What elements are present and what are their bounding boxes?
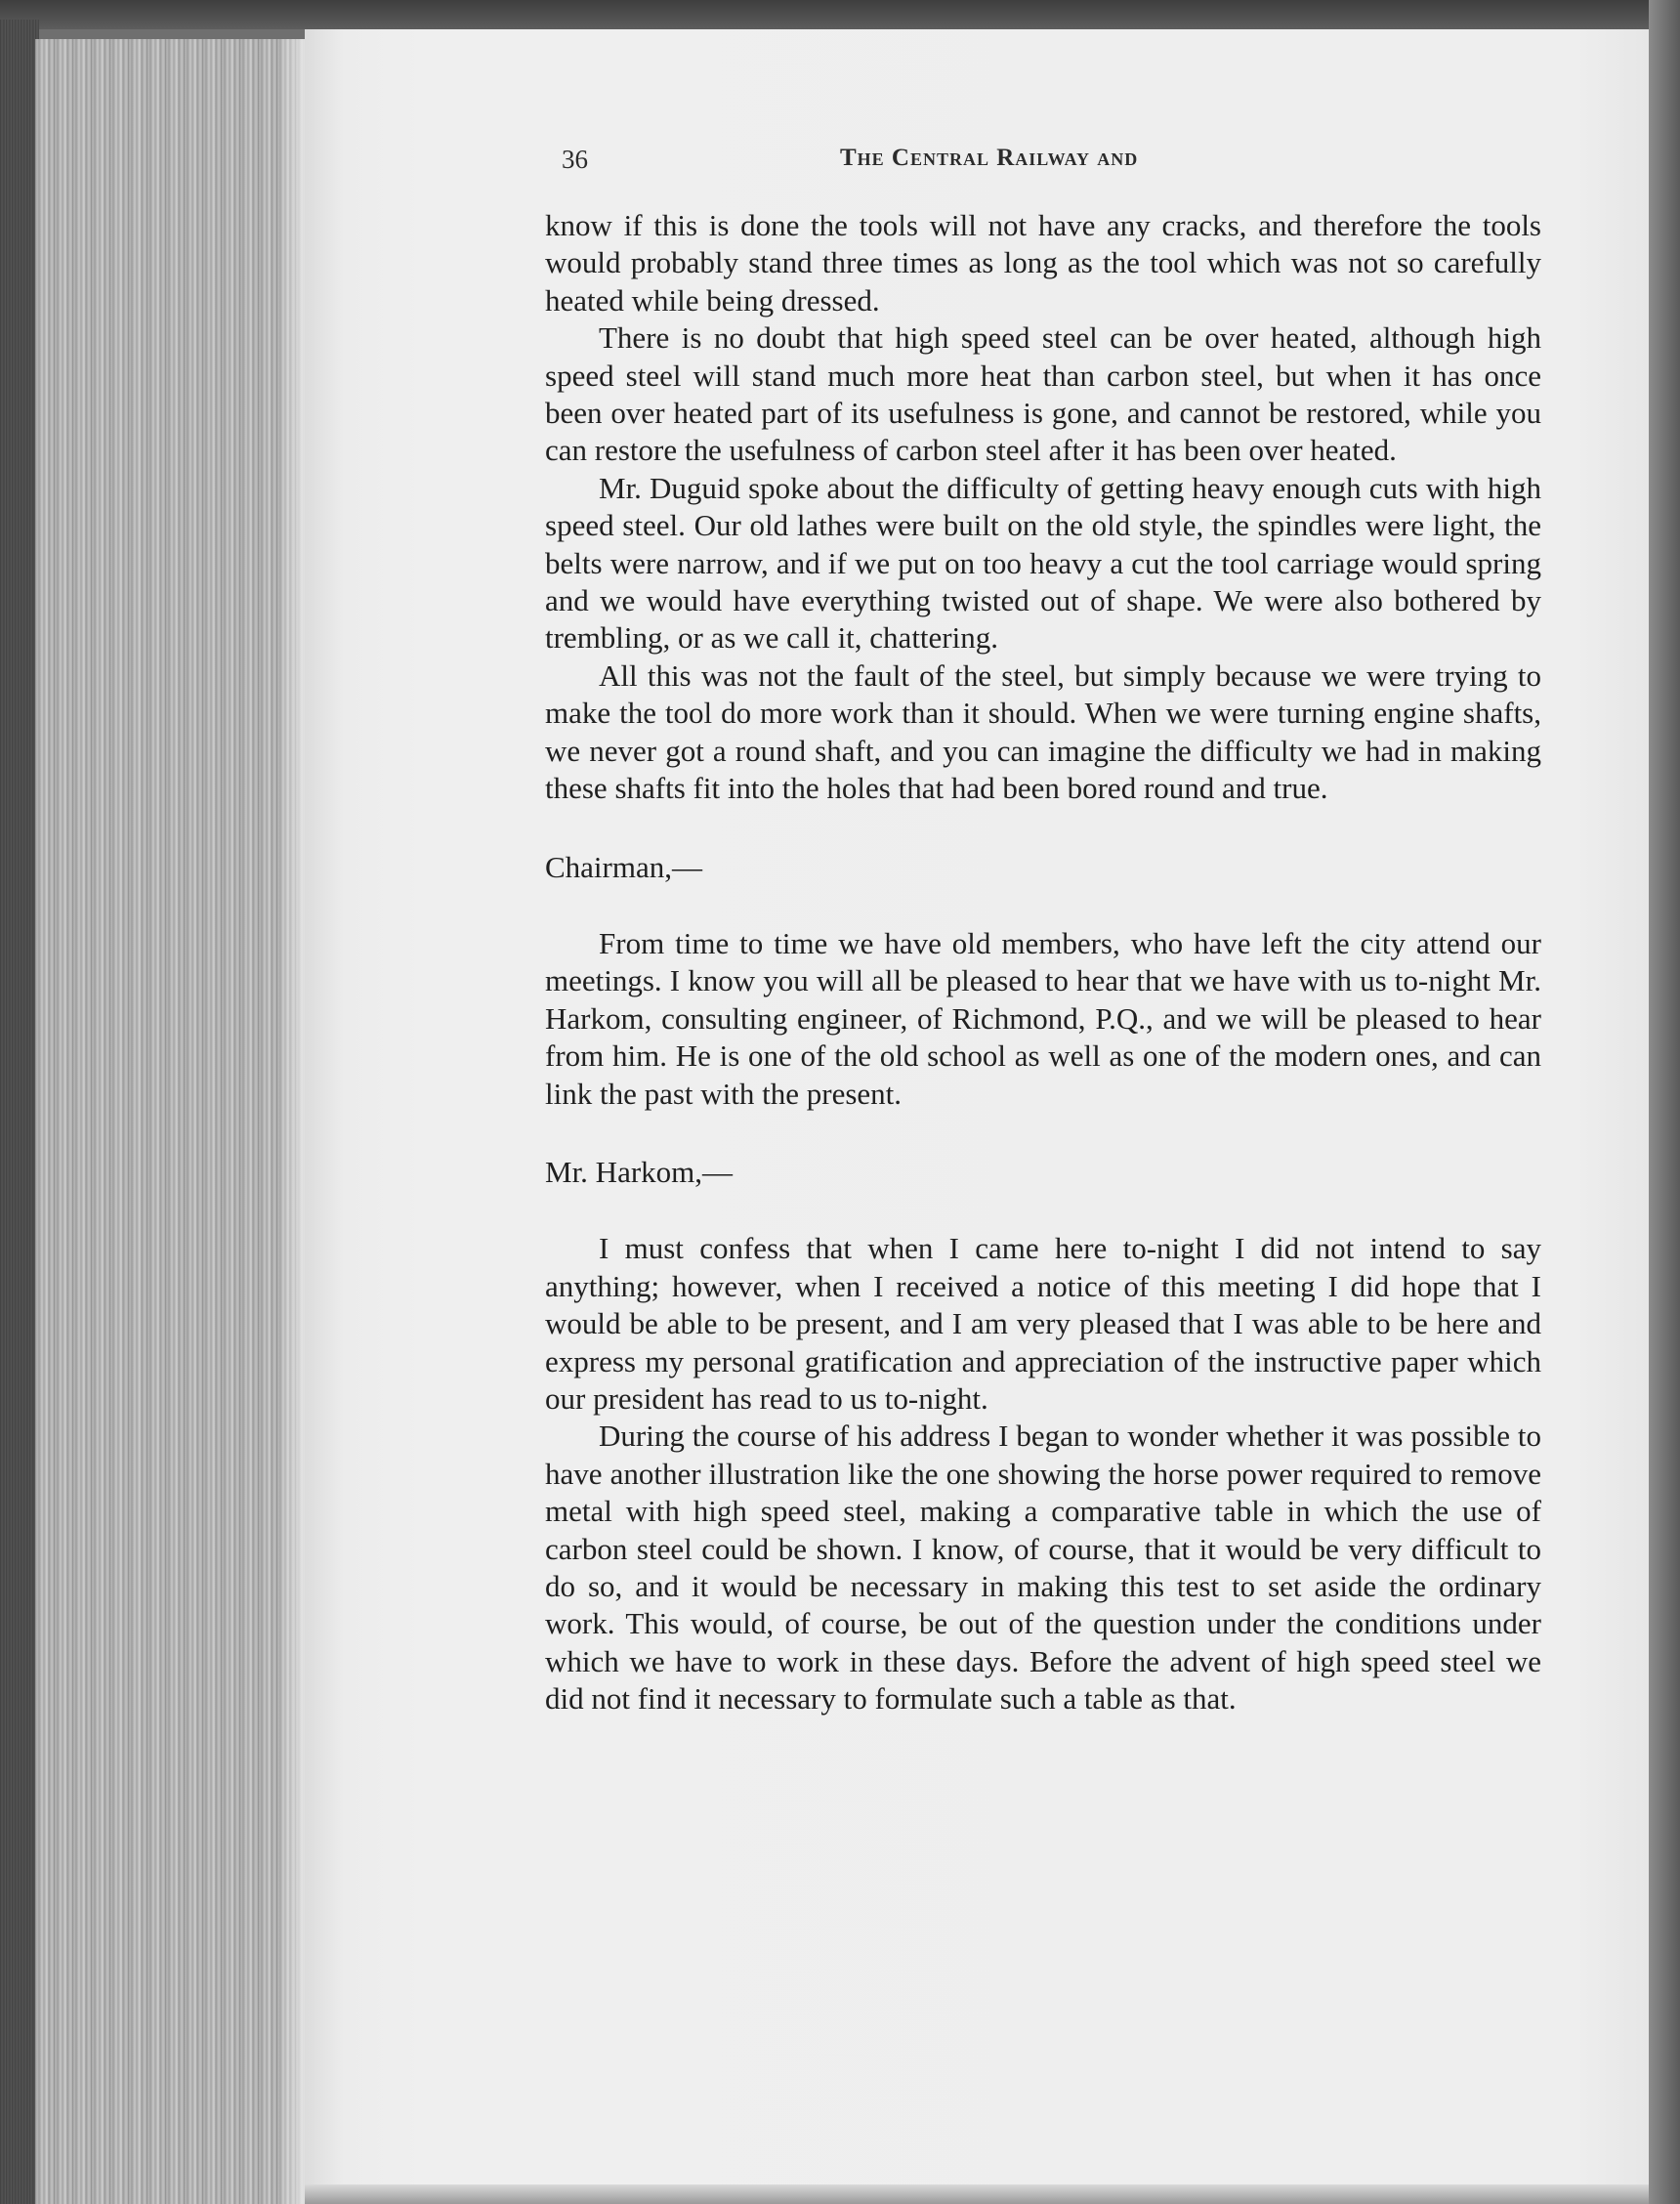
- page-number: 36: [562, 145, 588, 174]
- paragraph: I must confess that when I came here to-night I did not intend to say anything; however, when I received a notice of this meeting I did hope that I would be able to be present, and I am very pleased that I was able to be here and express my personal gratification and appreciation of the instructive paper which our president has read to us to-night.: [545, 1231, 1541, 1416]
- paragraph: During the course of his address I began to wonder whether it was possible to have another illustration like the one showing the horse power required to remove metal with high speed steel, making a comparative table in which the use of carbon steel could be shown. I know, of course, that it would be very difficult to do so, and it would be necessary in making this test to set aside the ordinary work. This would, of course, be out of the question under the conditions under which we have to work in these days. Before the advent of high speed steel we did not find it necessary to formulate such a table as that.: [545, 1419, 1541, 1717]
- body-text: [545, 207, 1541, 1718]
- paragraph: Mr. Duguid spoke about the difficulty of getting heavy enough cuts with high speed steel. Our old lathes were built on the old style, the spindles were light, the belts were narrow, and if we put on too heavy a cut the tool carriage would spring and we would have everything twisted out of shape. We were also bothered by trembling, or as we call it, chattering.: [545, 470, 1541, 656]
- book-cover: [0, 20, 39, 2204]
- scanner-right-edge: [1649, 0, 1680, 2204]
- paragraph: All this was not the fault of the steel, but simply because we were trying to make the tool do more work than it should. When we were turning engine shafts, we never got a round shaft, and you can imagine the difficulty we had in making these shafts fit into the holes that had been bored round and true.: [545, 657, 1541, 806]
- speaker-label: Chairman,—: [545, 849, 702, 884]
- paragraph: There is no doubt that high speed steel can be over heated, although high speed steel will stand much more heat than carbon steel, but when it has once been over heated part of its usefulness is gone, and cannot be restored, while you can restore the usefulness of carbon steel after it has been over heated.: [545, 320, 1541, 468]
- page-edges: [35, 39, 307, 2204]
- running-head: [562, 145, 1529, 180]
- header-title: The Central Railway and: [840, 145, 1139, 171]
- page-bottom-edge: [305, 2184, 1649, 2204]
- speaker-label: Mr. Harkom,—: [545, 1154, 734, 1189]
- paragraph: know if this is done the tools will not have any cracks, and therefore the tools would probably stand three times as long as the tool which was not so carefully heated while being dressed.: [545, 208, 1541, 318]
- paragraph: From time to time we have old members, who have left the city attend our meetings. I know you will all be pleased to hear that we have with us to-night Mr. Harkom, consulting engineer, of Richmond, P.Q., and we will be pleased to hear from him. He is one of the old school as well as one of the modern ones, and can link the past with the present.: [545, 925, 1541, 1111]
- scanner-background: [0, 0, 1680, 29]
